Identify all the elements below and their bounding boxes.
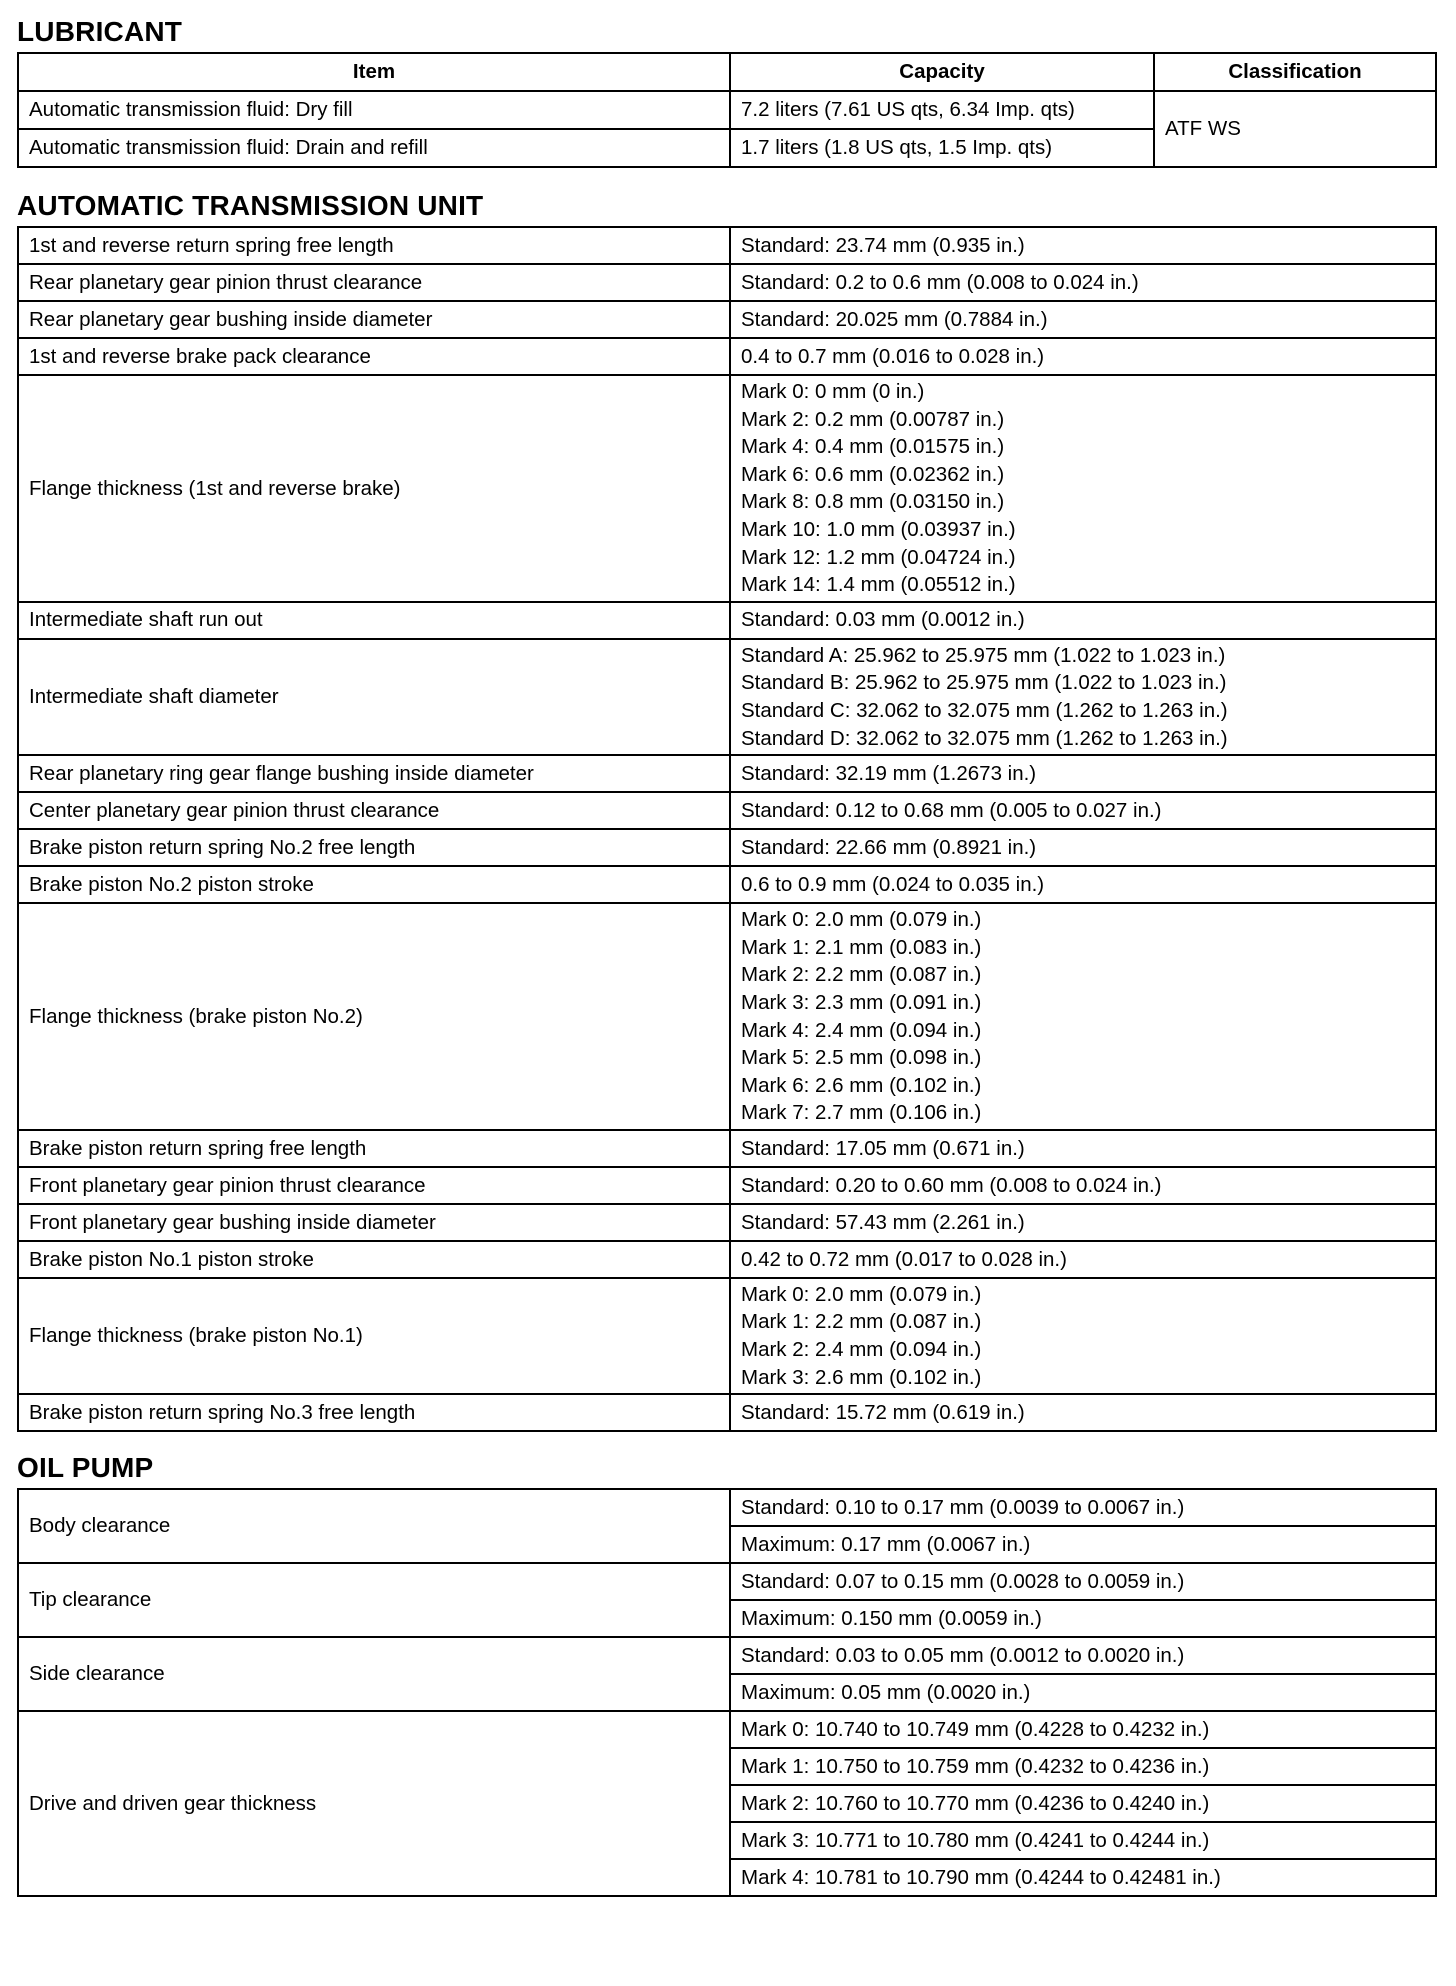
atu-row [18, 639, 1436, 755]
atu-value [730, 1241, 1436, 1278]
atu-row [18, 1130, 1436, 1167]
lubricant-table [17, 52, 1437, 168]
atu-item: Flange thickness (1st and reverse brake) [18, 375, 730, 602]
atu-value [730, 829, 1436, 866]
atu-value-line: Standard: 0.12 to 0.68 mm (0.005 to 0.027 in.) [741, 798, 1162, 822]
atu-item: Rear planetary ring gear flange bushing inside diameter [18, 755, 730, 792]
atu-item: Intermediate shaft diameter [18, 639, 730, 755]
atu-value [730, 264, 1436, 301]
atu-value-line: Mark 8: 0.8 mm (0.03150 in.) [741, 490, 1005, 514]
atu-value-line: Mark 2: 2.2 mm (0.087 in.) [741, 963, 982, 987]
oil-pump-value: Mark 3: 10.771 to 10.780 mm (0.4241 to 0.4244 in.) [730, 1822, 1436, 1859]
atu-value [730, 375, 1436, 602]
header-item: Item [18, 53, 730, 91]
atu-value-line: Standard A: 25.962 to 25.975 mm (1.022 to 1.023 in.) [741, 643, 1226, 667]
lubricant-item: Automatic transmission fluid: Dry fill [18, 91, 730, 129]
atu-row [18, 1204, 1436, 1241]
atu-value-line: Mark 0: 2.0 mm (0.079 in.) [741, 1282, 982, 1306]
atu-value-line: Mark 5: 2.5 mm (0.098 in.) [741, 1046, 982, 1070]
atu-row [18, 1241, 1436, 1278]
atu-value [730, 1204, 1436, 1241]
lubricant-capacity: 1.7 liters (1.8 US qts, 1.5 Imp. qts) [730, 129, 1154, 167]
oil-pump-value: Standard: 0.07 to 0.15 mm (0.0028 to 0.0059 in.) [730, 1563, 1436, 1600]
atu-value-line: Standard: 15.72 mm (0.619 in.) [741, 1400, 1025, 1424]
atu-row [18, 1167, 1436, 1204]
atu-row [18, 375, 1436, 602]
oil-pump-value: Maximum: 0.150 mm (0.0059 in.) [730, 1600, 1436, 1637]
atu-item: Rear planetary gear bushing inside diameter [18, 301, 730, 338]
lubricant-classification: ATF WS [1154, 91, 1436, 167]
atu-value [730, 227, 1436, 264]
oil-pump-value: Maximum: 0.17 mm (0.0067 in.) [730, 1526, 1436, 1563]
atu-value-line: Mark 4: 2.4 mm (0.094 in.) [741, 1018, 982, 1042]
oil-pump-value: Mark 0: 10.740 to 10.749 mm (0.4228 to 0.4232 in.) [730, 1711, 1436, 1748]
atu-item: Brake piston return spring No.3 free length [18, 1394, 730, 1431]
atu-table [17, 226, 1437, 1432]
atu-value-line: Mark 6: 2.6 mm (0.102 in.) [741, 1073, 982, 1097]
atu-value-line: Standard C: 32.062 to 32.075 mm (1.262 to 1.263 in.) [741, 698, 1228, 722]
atu-value-line: Mark 6: 0.6 mm (0.02362 in.) [741, 462, 1005, 486]
oil-pump-row [18, 1563, 1436, 1600]
atu-value-line: Mark 2: 0.2 mm (0.00787 in.) [741, 407, 1005, 431]
oil-pump-value: Mark 2: 10.760 to 10.770 mm (0.4236 to 0.4240 in.) [730, 1785, 1436, 1822]
atu-value-line: Mark 2: 2.4 mm (0.094 in.) [741, 1338, 982, 1362]
atu-value-line: Mark 3: 2.3 mm (0.091 in.) [741, 990, 982, 1014]
atu-item: Brake piston No.2 piston stroke [18, 866, 730, 903]
atu-value-line: Standard: 0.20 to 0.60 mm (0.008 to 0.024 in.) [741, 1173, 1162, 1197]
atu-row [18, 1394, 1436, 1431]
atu-value-line: Mark 12: 1.2 mm (0.04724 in.) [741, 545, 1016, 569]
oil-pump-title: OIL PUMP [17, 1452, 154, 1484]
oil-pump-value: Mark 1: 10.750 to 10.759 mm (0.4232 to 0.4236 in.) [730, 1748, 1436, 1785]
atu-value-line: Standard: 23.74 mm (0.935 in.) [741, 233, 1025, 257]
spec-page [17, 14, 1435, 1897]
atu-value-line: Standard: 17.05 mm (0.671 in.) [741, 1136, 1025, 1160]
oil-pump-value: Standard: 0.03 to 0.05 mm (0.0012 to 0.0020 in.) [730, 1637, 1436, 1674]
atu-row [18, 227, 1436, 264]
atu-value [730, 1130, 1436, 1167]
atu-value-line: Standard: 22.66 mm (0.8921 in.) [741, 835, 1037, 859]
atu-item: Intermediate shaft run out [18, 602, 730, 639]
atu-value [730, 639, 1436, 755]
atu-item: Brake piston No.1 piston stroke [18, 1241, 730, 1278]
atu-row [18, 1278, 1436, 1394]
lubricant-header-row [18, 53, 1436, 91]
atu-title: AUTOMATIC TRANSMISSION UNIT [17, 190, 484, 221]
oil-pump-value: Standard: 0.10 to 0.17 mm (0.0039 to 0.0067 in.) [730, 1489, 1436, 1526]
atu-value-line: Mark 7: 2.7 mm (0.106 in.) [741, 1101, 982, 1125]
lubricant-title: LUBRICANT [17, 16, 183, 47]
header-capacity: Capacity [730, 53, 1154, 91]
atu-item: Front planetary gear bushing inside diameter [18, 1204, 730, 1241]
atu-value-line: Mark 4: 0.4 mm (0.01575 in.) [741, 435, 1005, 459]
atu-value [730, 1167, 1436, 1204]
atu-item: 1st and reverse brake pack clearance [18, 338, 730, 375]
atu-value [730, 755, 1436, 792]
atu-item: Brake piston return spring free length [18, 1130, 730, 1167]
header-classification: Classification [1154, 53, 1436, 91]
atu-value-line: Mark 14: 1.4 mm (0.05512 in.) [741, 573, 1016, 597]
atu-value [730, 792, 1436, 829]
atu-item: Brake piston return spring No.2 free length [18, 829, 730, 866]
oil-pump-value: Maximum: 0.05 mm (0.0020 in.) [730, 1674, 1436, 1711]
atu-value-line: 0.42 to 0.72 mm (0.017 to 0.028 in.) [741, 1247, 1067, 1271]
atu-value-line: Mark 10: 1.0 mm (0.03937 in.) [741, 517, 1016, 541]
lubricant-capacity: 7.2 liters (7.61 US qts, 6.34 Imp. qts) [730, 91, 1154, 129]
atu-item: Center planetary gear pinion thrust clearance [18, 792, 730, 829]
atu-value-line: Standard: 57.43 mm (2.261 in.) [741, 1210, 1025, 1234]
atu-value-line: Standard: 32.19 mm (1.2673 in.) [741, 761, 1037, 785]
atu-value-line: Mark 1: 2.1 mm (0.083 in.) [741, 935, 982, 959]
oil-pump-item: Tip clearance [18, 1563, 730, 1637]
atu-value [730, 1394, 1436, 1431]
atu-value-line: Standard: 0.03 mm (0.0012 in.) [741, 608, 1025, 632]
atu-value-line: 0.4 to 0.7 mm (0.016 to 0.028 in.) [741, 344, 1045, 368]
atu-value [730, 866, 1436, 903]
atu-value [730, 903, 1436, 1130]
atu-value [730, 1278, 1436, 1394]
atu-item: Flange thickness (brake piston No.1) [18, 1278, 730, 1394]
oil-pump-item: Body clearance [18, 1489, 730, 1563]
atu-row [18, 755, 1436, 792]
oil-pump-row [18, 1711, 1436, 1748]
atu-value-line: 0.6 to 0.9 mm (0.024 to 0.035 in.) [741, 872, 1045, 896]
atu-row [18, 301, 1436, 338]
oil-pump-item: Side clearance [18, 1637, 730, 1711]
atu-row [18, 264, 1436, 301]
atu-value-line: Standard: 0.2 to 0.6 mm (0.008 to 0.024 in.) [741, 270, 1139, 294]
atu-value-line: Standard D: 32.062 to 32.075 mm (1.262 to 1.263 in.) [741, 726, 1228, 750]
atu-value-line: Mark 0: 0 mm (0 in.) [741, 380, 925, 403]
atu-value-line: Mark 3: 2.6 mm (0.102 in.) [741, 1365, 982, 1389]
oil-pump-item: Drive and driven gear thickness [18, 1711, 730, 1896]
atu-item: Front planetary gear pinion thrust clearance [18, 1167, 730, 1204]
oil-pump-row [18, 1637, 1436, 1674]
atu-value-line: Mark 0: 2.0 mm (0.079 in.) [741, 908, 982, 932]
atu-row [18, 792, 1436, 829]
atu-value-line: Mark 1: 2.2 mm (0.087 in.) [741, 1310, 982, 1334]
oil-pump-table [17, 1488, 1437, 1897]
atu-row [18, 338, 1436, 375]
atu-value [730, 301, 1436, 338]
atu-value [730, 602, 1436, 639]
atu-value [730, 338, 1436, 375]
atu-value-line: Standard B: 25.962 to 25.975 mm (1.022 to 1.023 in.) [741, 671, 1227, 695]
atu-item: 1st and reverse return spring free length [18, 227, 730, 264]
lubricant-row [18, 91, 1436, 129]
atu-item: Flange thickness (brake piston No.2) [18, 903, 730, 1130]
lubricant-item: Automatic transmission fluid: Drain and refill [18, 129, 730, 167]
atu-row [18, 903, 1436, 1130]
oil-pump-value: Mark 4: 10.781 to 10.790 mm (0.4244 to 0.42481 in.) [730, 1859, 1436, 1896]
atu-item: Rear planetary gear pinion thrust clearance [18, 264, 730, 301]
atu-row [18, 866, 1436, 903]
atu-row [18, 829, 1436, 866]
atu-row [18, 602, 1436, 639]
atu-value-line: Standard: 20.025 mm (0.7884 in.) [741, 307, 1048, 331]
oil-pump-row [18, 1489, 1436, 1526]
